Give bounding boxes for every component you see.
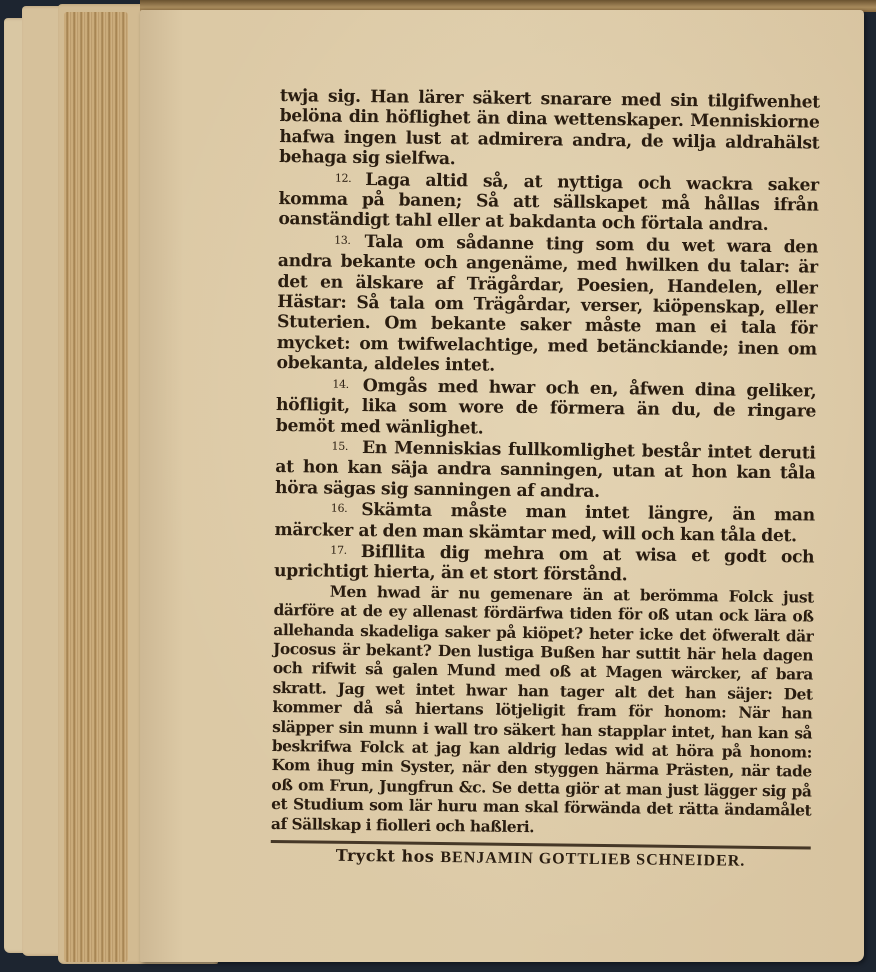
- item-text: Laga altid så, at nyttiga och wackra saker komma på banen; Så att sällskapet må hållas ifrån oanständigt tahl eller at bakdanta och förtala andra.: [278, 169, 819, 236]
- page-text: [270, 86, 819, 873]
- item-16: [274, 498, 814, 546]
- colophon: [270, 845, 810, 873]
- item-text: Skämta måste man intet längre, än man märcker at den man skämtar med, will och kan tåla det.: [274, 500, 815, 546]
- item-text: Bifllita dig mehra om at wisa et godt och uprichtigt hierta, än et stort förstånd.: [273, 541, 815, 586]
- item-number: 17.: [330, 543, 347, 557]
- item-text: En Menniskias fullkomlighet består intet deruti at hon kan säja andra sanningen, utan at hon kan tåla höra sägas sig sanningen af andra.: [274, 437, 816, 502]
- opening-fragment: twja sig. Han lärer säkert snarare med sin tilgifwenhet belöna din höflighet än dina wettenskaper. Menniskiorne hafwa ingen lust at admirera andra, de wilja aldrahälst behaga sig sielfwa.: [279, 86, 820, 170]
- item-12: [278, 168, 819, 237]
- item-number: 16.: [330, 501, 348, 515]
- colophon-prefix: Tryckt hos: [335, 845, 435, 866]
- item-17: [274, 540, 814, 588]
- closing-paragraph: Men hwad är nu gemenare än at berömma Folck just därföre at de ey allenast fördärfwa tiden för oß utan ock lära oß allehanda skadeliga saker på kiöpet? heter icke det öfweralt där Jocosus är bekant? Den lustiga Bußen har suttit här hela dagen och rifwit så galen Mund med oß at Magen wärcker, af bara skratt. Jag wet intet hwar han tager alt det han säjer: Det kommer då så hiertans lötjeligit fram för honom: När han släpper sin munn i wall tro säkert han stapplar intet, han kan så beskrifwa Folck at jag kan aldrig ledas wid at höra på honom: Kom ihug min Syster, när den styggen härma Prästen, när tade oß om Frun, Jungfrun &c. Se detta giör at man just lägger sig på et Studium som lär huru man skal förwända det rätta ändamålet af Sällskap i fiolleri och haßleri.: [270, 582, 814, 836]
- book-page: [140, 10, 864, 962]
- item-14: [276, 374, 817, 443]
- item-text: Omgås med hwar och en, åfwen dina geliker, höfligit, lika som wore de förmera än du, de ringare bemöt med wänlighet.: [275, 375, 817, 439]
- item-number: 13.: [334, 233, 351, 247]
- item-number: 14.: [332, 377, 349, 391]
- item-text: Tala om sådanne ting som du wet wara den andra bekante och angenäme, med hwilken du talar: är det en älskare af Trägårdar, Poesien, Handelen, eller Hästar: Så tala om Trägårdar, verser, kiöpenskap, eller Stuterien. Om bekante saker måste man ei tala för mycket: om twifwelachtige, med betänckiande; inen om obekanta, aldeles intet.: [276, 231, 819, 376]
- item-number: 12.: [334, 171, 352, 185]
- colophon-printer: BENJAMIN GOTTLIEB SCHNEIDER.: [440, 849, 746, 870]
- item-15: [275, 436, 816, 505]
- item-13: [276, 230, 818, 380]
- item-number: 15.: [331, 439, 349, 453]
- page-fore-edges: [64, 12, 128, 962]
